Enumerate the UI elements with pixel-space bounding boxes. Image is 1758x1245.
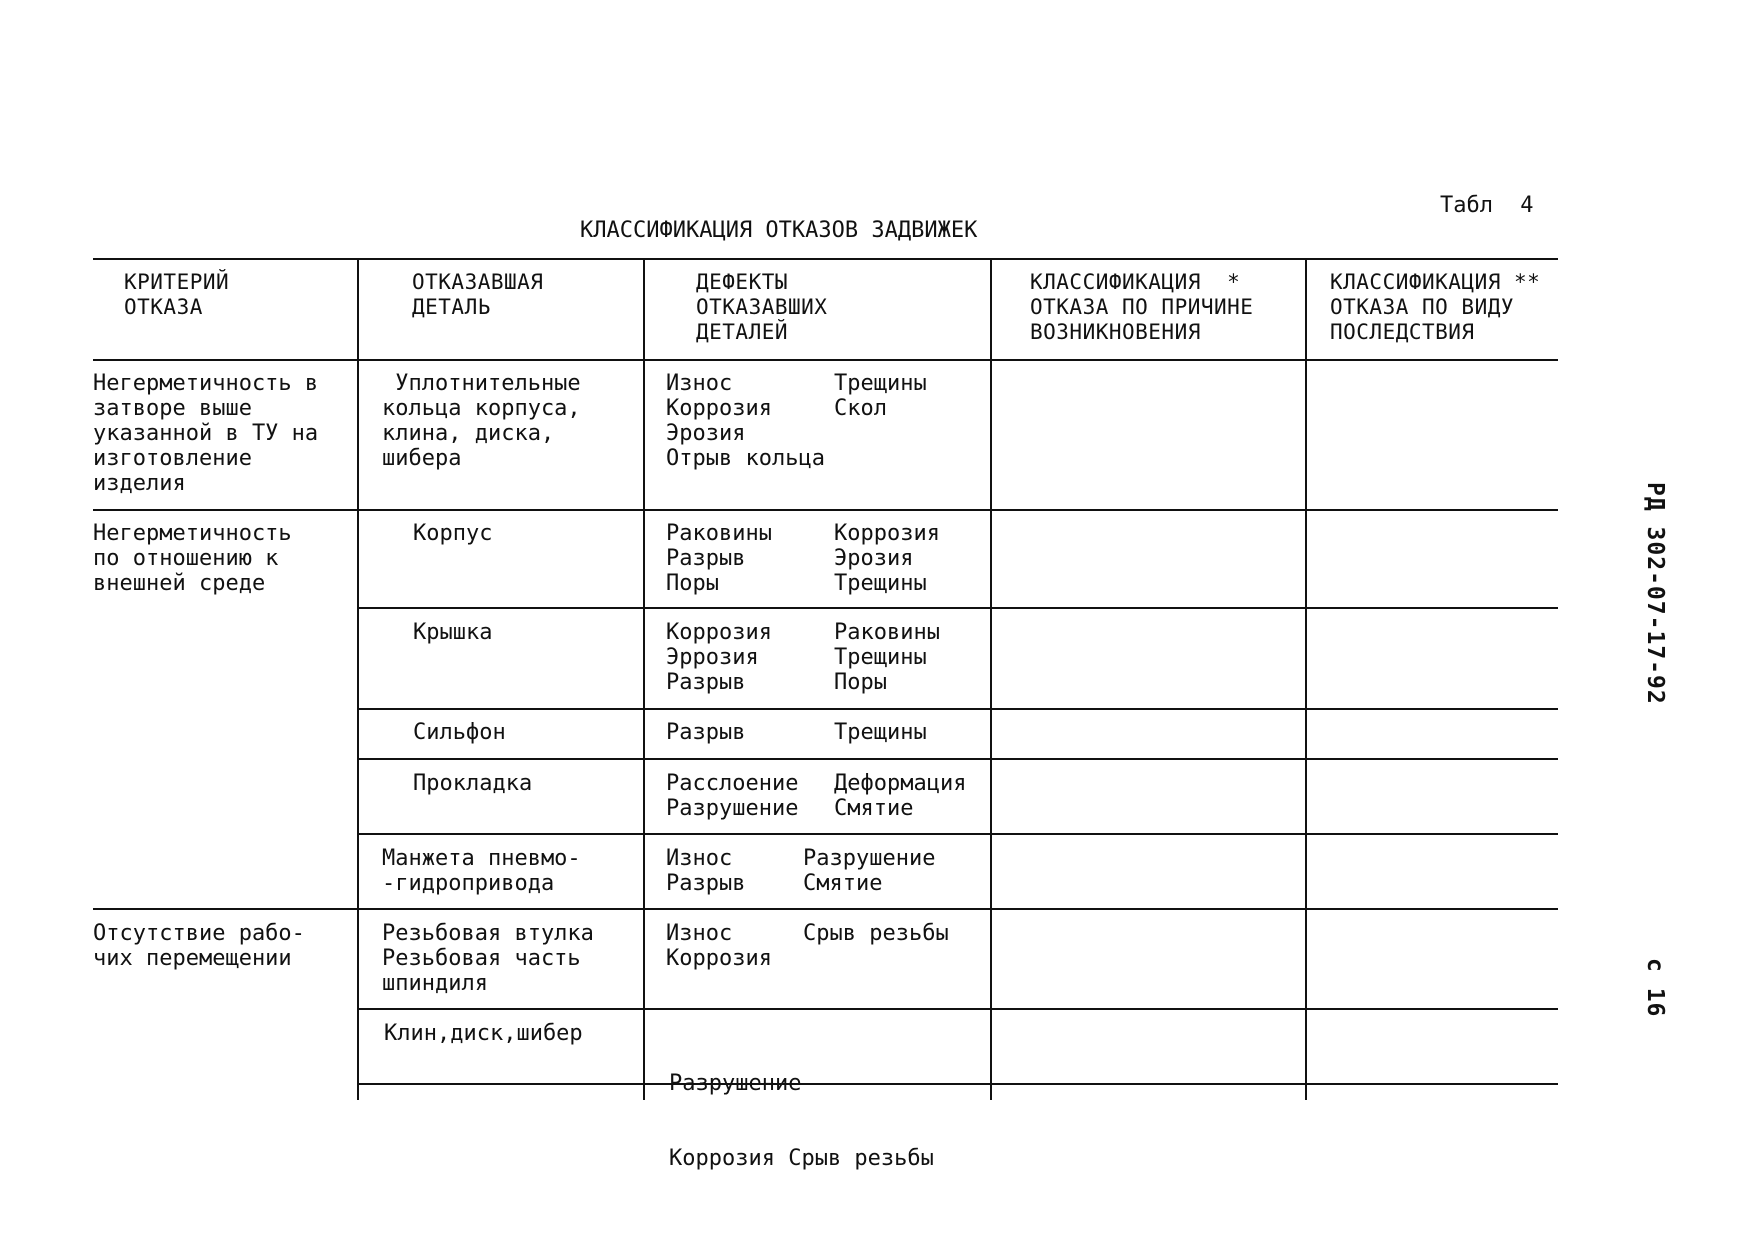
defects-row-5 <box>666 771 966 821</box>
header-part: ОТКАЗАВШАЯ ДЕТАЛЬ <box>412 270 544 319</box>
row2-bottom-rule <box>357 607 1558 609</box>
part-sealing-rings: Уплотнительные кольца корпуса, клина, диска, шибера <box>382 371 581 471</box>
part-cover: Крышка <box>413 620 493 645</box>
defect-item: Деформация <box>834 771 967 796</box>
defect-item: Трещины <box>834 371 927 396</box>
defects-row-1 <box>666 371 927 471</box>
defect-item: Поры <box>666 571 719 596</box>
defect-item: Коррозия <box>666 396 772 421</box>
defect-item: Коррозия <box>666 946 772 971</box>
defects-row-2 <box>666 521 940 596</box>
defect-item: Срыв резьбы <box>803 921 949 946</box>
defect-item: Разрушение <box>666 796 799 821</box>
document-code: РД 302-07-17-92 <box>1642 482 1668 705</box>
defects-row-6 <box>666 846 935 896</box>
header-class-cause: КЛАССИФИКАЦИЯ * ОТКАЗА ПО ПРИЧИНЕ ВОЗНИКНОВЕНИЯ <box>1030 270 1254 344</box>
defect-item: Отрыв кольца <box>666 446 825 471</box>
defect-item: Раковины <box>666 521 772 546</box>
defect-item: Эрозия <box>834 546 914 571</box>
defect-item: Износ <box>666 921 733 946</box>
defect-item: Расслоение <box>666 771 799 796</box>
defect-item: Разрыв <box>666 871 746 896</box>
header-class-effect: КЛАССИФИКАЦИЯ ** ОТКАЗА ПО ВИДУ ПОСЛЕДСТВИЯ <box>1330 270 1541 344</box>
header-defects: ДЕФЕКТЫ ОТКАЗАВШИХ ДЕТАЛЕЙ <box>696 270 828 344</box>
col-divider-2 <box>643 258 645 1100</box>
defects-row-7 <box>666 921 949 971</box>
defect-item: Смятие <box>803 871 883 896</box>
defect-item: Коррозия <box>666 620 772 645</box>
part-threaded: Резьбовая втулка Резьбовая часть шпиндиля <box>382 921 594 996</box>
defects-row-3 <box>666 620 940 695</box>
defects-row-4 <box>666 720 927 745</box>
defect-item: Разрыв <box>666 720 746 745</box>
page-title: КЛАССИФИКАЦИЯ ОТКАЗОВ ЗАДВИЖЕК <box>580 218 978 243</box>
defect-item: Эррозия <box>666 645 759 670</box>
defect-item: Коррозия Срыв резьбы <box>669 1146 934 1171</box>
row4-bottom-rule <box>357 758 1558 760</box>
row1-bottom-rule <box>93 509 1558 511</box>
criteria-no-movement: Отсутствие рабо- чих перемещении <box>93 921 305 971</box>
defect-item: Износ <box>666 846 733 871</box>
defect-item: Поры <box>834 670 887 695</box>
header-bottom-rule <box>93 359 1558 361</box>
col-divider-1 <box>357 258 359 1100</box>
criteria-leak-gate: Негерметичность в затворе выше указанной в ТУ на изготовление изделия <box>93 371 319 496</box>
criteria-leak-external: Негерметичность по отношению к внешней среде <box>93 521 292 596</box>
row6-bottom-rule <box>93 908 1558 910</box>
defect-item: Смятие <box>834 796 914 821</box>
part-wedge: Клин,диск,шибер <box>384 1021 583 1046</box>
defect-item: Разрыв <box>666 546 746 571</box>
defect-item: Разрыв <box>666 670 746 695</box>
table-top-rule <box>93 258 1558 260</box>
header-criteria: КРИТЕРИЙ ОТКАЗА <box>124 270 230 319</box>
row7-bottom-rule <box>357 1008 1558 1010</box>
defect-item: Раковины <box>834 620 940 645</box>
defect-item: Скол <box>834 396 887 421</box>
part-bellows: Сильфон <box>413 720 506 745</box>
page-number: с 16 <box>1642 958 1668 1018</box>
table-label: Табл 4 <box>1440 193 1534 218</box>
row5-bottom-rule <box>357 833 1558 835</box>
part-body: Корпус <box>413 521 493 546</box>
defects-row-8 <box>669 1021 934 1196</box>
defect-item: Разрушение <box>803 846 936 871</box>
defect-item: Коррозия <box>834 521 940 546</box>
defect-item: Трещины <box>834 720 927 745</box>
part-gasket: Прокладка <box>413 771 533 796</box>
defect-item: Износ <box>666 371 733 396</box>
defect-item: Трещины <box>834 645 927 670</box>
defect-item: Трещины <box>834 571 927 596</box>
defect-item: Эрозия <box>666 421 746 446</box>
row8-bottom-rule <box>357 1083 1558 1085</box>
defect-item: Разрушение <box>669 1071 802 1096</box>
col-divider-3 <box>990 258 992 1100</box>
row3-bottom-rule <box>357 708 1558 710</box>
col-divider-4 <box>1305 258 1307 1100</box>
part-cuff: Манжета пневмо- -гидропривода <box>382 846 581 896</box>
